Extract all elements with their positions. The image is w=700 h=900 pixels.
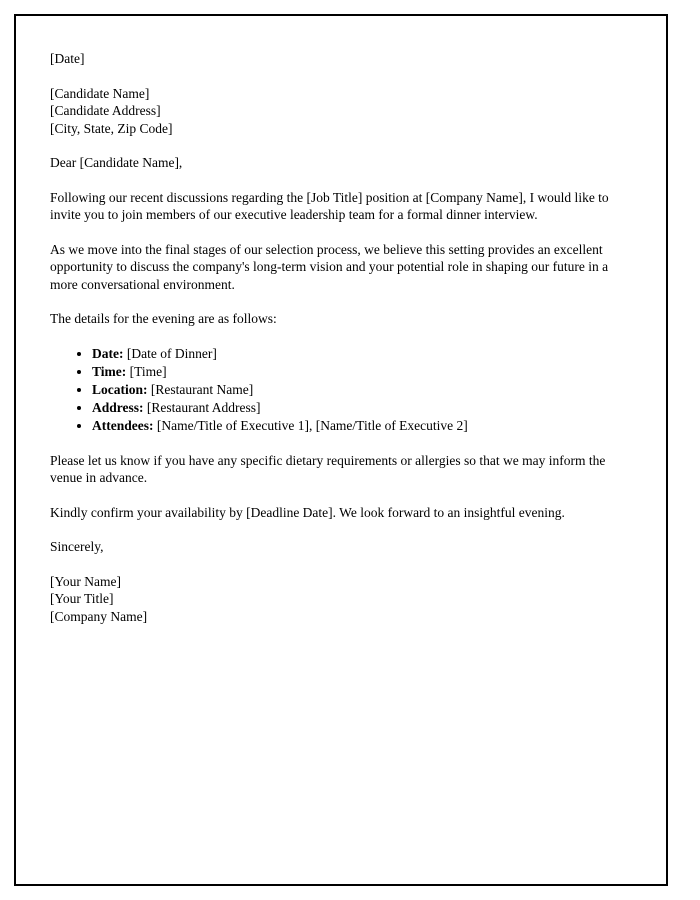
letter-page bbox=[14, 14, 668, 886]
recipient-city-state-zip: [City, State, Zip Code] bbox=[50, 120, 173, 136]
detail-time-value: [Time] bbox=[126, 363, 167, 379]
detail-location-label: Location: bbox=[92, 381, 148, 397]
detail-location bbox=[92, 381, 632, 399]
recipient-block bbox=[50, 85, 632, 138]
paragraph-confirm: Kindly confirm your availability by [Deadline Date]. We look forward to an insightful evening. bbox=[50, 504, 565, 520]
detail-date-label: Date: bbox=[92, 345, 124, 361]
detail-address bbox=[92, 399, 632, 417]
closing: Sincerely, bbox=[50, 539, 104, 554]
paragraph-intro: Following our recent discussions regarding the [Job Title] position at [Company Name], I would like to invite you to join members of our executive leadership team for a formal dinner interview. bbox=[50, 189, 609, 222]
detail-attendees bbox=[92, 417, 632, 435]
signature-block bbox=[50, 573, 632, 626]
salutation: Dear [Candidate Name], bbox=[50, 155, 183, 170]
detail-address-label: Address: bbox=[92, 399, 144, 415]
detail-date-value: [Date of Dinner] bbox=[123, 345, 217, 361]
signature-company: [Company Name] bbox=[50, 608, 148, 624]
detail-time-label: Time: bbox=[92, 363, 127, 379]
detail-date bbox=[92, 345, 632, 363]
detail-address-value: [Restaurant Address] bbox=[143, 399, 261, 415]
paragraph-details-lead: The details for the evening are as follows: bbox=[50, 311, 277, 326]
dinner-details-list bbox=[50, 345, 632, 435]
date-line: [Date] bbox=[50, 51, 85, 66]
detail-attendees-label: Attendees: bbox=[92, 417, 154, 433]
paragraph-dietary: Please let us know if you have any specific dietary requirements or allergies so that we may inform the venue in advance. bbox=[50, 452, 606, 485]
recipient-address: [Candidate Address] bbox=[50, 103, 161, 118]
recipient-name: [Candidate Name] bbox=[50, 85, 150, 101]
signature-name: [Your Name] bbox=[50, 573, 121, 589]
signature-title: [Your Title] bbox=[50, 591, 114, 606]
detail-location-value: [Restaurant Name] bbox=[147, 381, 254, 397]
detail-attendees-value: [Name/Title of Executive 1], [Name/Title of Executive 2] bbox=[153, 417, 468, 433]
detail-time bbox=[92, 363, 632, 381]
paragraph-context: As we move into the final stages of our selection process, we believe this setting provides an excellent opportunity to discuss the company's long-term vision and your potential role in shaping our future in a more conversational environment. bbox=[50, 241, 609, 292]
